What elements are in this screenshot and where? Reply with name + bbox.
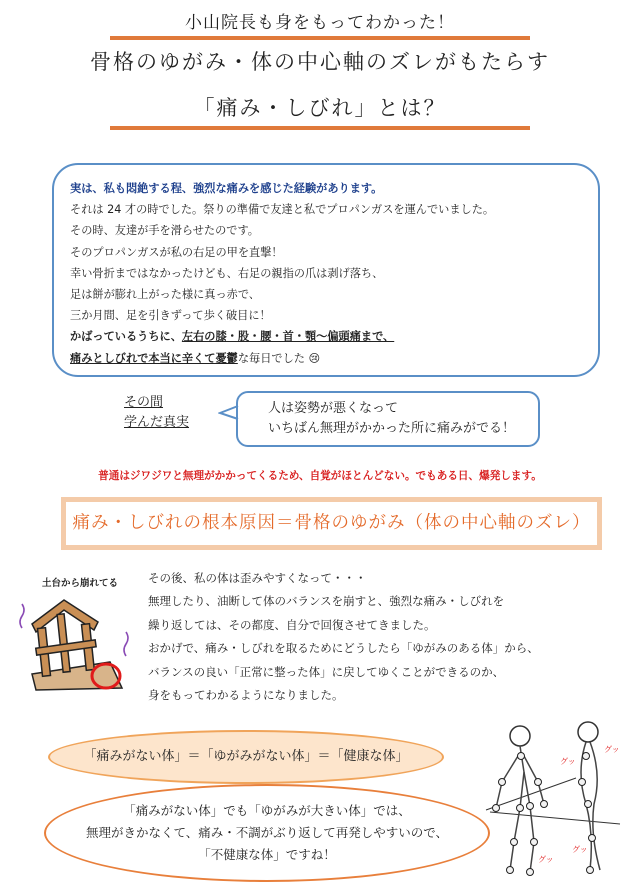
conclusion-line1: 「痛みがない体」でも「ゆがみが大きい体」では、: [123, 803, 411, 818]
posture-figure-icon: [480, 712, 630, 882]
story-final-underlined: 痛みとしびれで本当に辛くて憂鬱: [70, 351, 238, 365]
para-line: 身をもってわかるようになりました。: [148, 688, 344, 703]
figure-label-3: グッ: [538, 855, 554, 864]
conclusion-oval: [44, 784, 490, 882]
para-line: 無理したり、油断して体のバランスを崩すと、強烈な痛み・しびれを: [148, 594, 505, 609]
story-underlined-text: 左右の膝・股・腰・首・顎〜偏頭痛まで、: [181, 330, 395, 344]
learned-label: [124, 393, 189, 433]
story-final-line: [70, 348, 584, 369]
title-rule-bottom: [110, 126, 530, 130]
story-final-text: な毎日でした: [237, 351, 305, 365]
tagline: 小山院長も身をもってわかった！: [185, 13, 455, 33]
warning-note: 普通はジワジワと無理がかかってくるため、自覚がほとんどない。でもある日、爆発します。: [98, 470, 542, 482]
story-line: そのプロパンガスが私の右足の甲を直撃！: [70, 245, 283, 259]
story-box: [52, 163, 600, 377]
recovery-paragraph: [148, 567, 539, 707]
page-title-line1: 骨格のゆがみ・体の中心軸のズレがもたらす: [90, 50, 550, 74]
story-bold-text: かばっているうちに、: [70, 330, 182, 344]
title-rule-top: [110, 36, 530, 40]
page-title-line2: 「痛み・しびれ」とは？: [193, 96, 447, 120]
conclusion-line2: 無理がきかなくて、痛み・不調がぶり返して再発しやすいので、: [85, 825, 448, 840]
story-bold-line: [70, 326, 584, 347]
figure-label-2: グッ: [604, 745, 620, 754]
para-line: バランスの良い「正常に整った体」に戻してゆくことができるのか、: [148, 664, 505, 679]
conclusion-line3: 「不健康な体」ですね！: [198, 847, 336, 862]
learned-label-line1: その間: [124, 395, 164, 410]
learned-label-line2: 学んだ真実: [124, 415, 190, 430]
crying-face-icon: 😢: [308, 351, 321, 365]
story-line: 三か月間、足を引きずって歩く破目に！: [70, 309, 271, 323]
truth-line1: 人は姿勢が悪くなって: [268, 401, 399, 416]
para-line: おかげで、痛み・しびれを取るためにどうしたら「ゆがみのある体」から、: [148, 641, 539, 656]
story-line: 足は餅が膨れ上がった様に真っ赤で、: [70, 288, 260, 302]
story-lead: 実は、私も悶絶する程、強烈な痛みを感じた経験があります。: [70, 182, 383, 195]
health-equation: 「痛みがない体」＝「ゆがみがない体」＝「健康な体」: [48, 730, 444, 784]
para-line: 繰り返しては、その都度、自分で回復させてきました。: [148, 617, 436, 632]
para-line: その後、私の体は歪みやすくなって・・・: [148, 571, 367, 585]
truth-line2: いちばん無理がかかった所に痛みがでる！: [268, 421, 516, 436]
root-cause-banner: 痛み・しびれの根本原因＝骨格のゆがみ（体の中心軸のズレ）: [61, 497, 602, 550]
truth-bubble: [236, 391, 540, 447]
story-line: それは 24 才の時でした。祭りの準備で友達と私でプロパンガスを運んでいました。: [70, 203, 495, 217]
collapsing-house-icon: [14, 592, 134, 692]
figure-label-1: グッ: [560, 757, 576, 766]
figure-label-4: グッ: [572, 845, 588, 854]
story-line: その時、友達が手を滑らせたのです。: [70, 224, 259, 238]
house-caption: 土台から崩れてる: [42, 578, 119, 589]
story-line: 幸い骨折まではなかったけども、右足の親指の爪は剥げ落ち、: [70, 266, 384, 280]
